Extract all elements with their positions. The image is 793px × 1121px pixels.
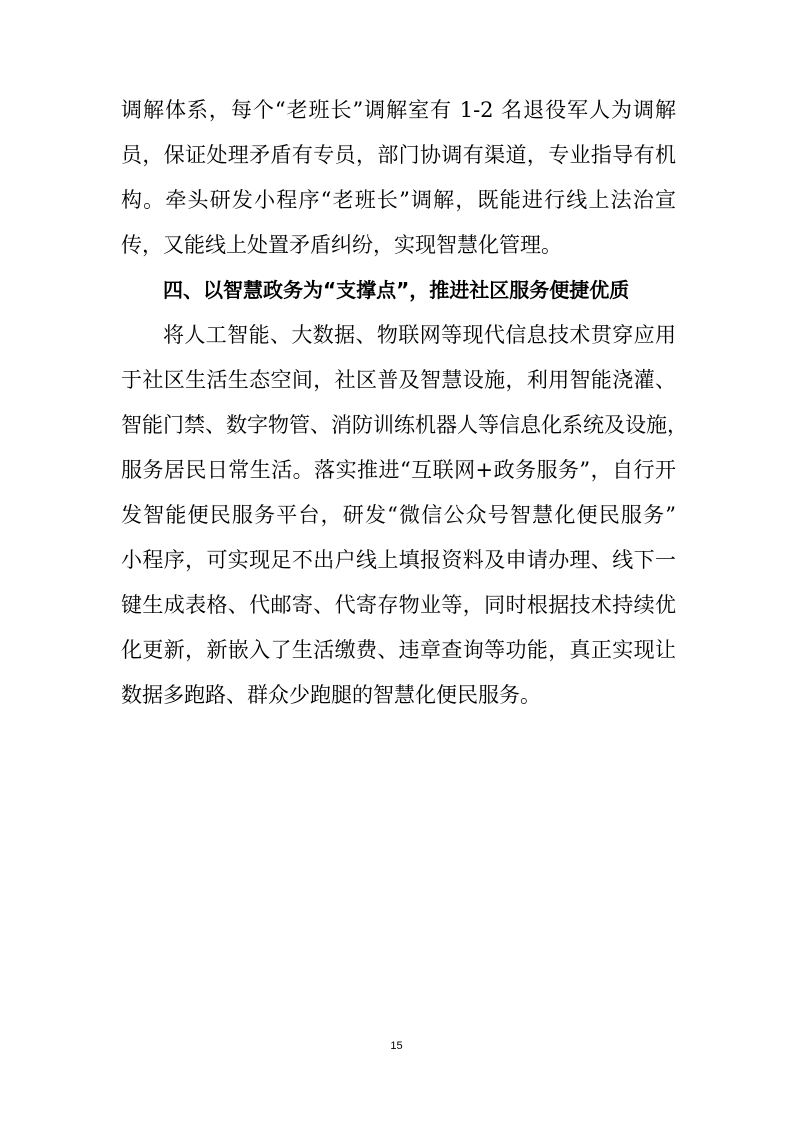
paragraph-smart-services bbox=[121, 313, 688, 718]
section-heading: 四、以智慧政务为“支撑点”，推进社区服务便捷优质 bbox=[163, 278, 630, 302]
paragraph-line: 构。牵头研发小程序“老班长”调解，既能进行线上法治宣 bbox=[121, 188, 676, 212]
paragraph-line: 发智能便民服务平台，研发“微信公众号智慧化便民服务” bbox=[121, 503, 676, 527]
paragraph-line: 调解体系，每个“老班长”调解室有 1-2 名退役军人为调解 bbox=[121, 98, 676, 122]
page-number: 15 bbox=[390, 1040, 403, 1052]
paragraph-continued bbox=[121, 88, 676, 268]
paragraph-line: 将人工智能、大数据、物联网等现代信息技术贯穿应用 bbox=[163, 323, 676, 347]
paragraph-line: 服务居民日常生活。落实推进“互联网+政务服务”，自行开 bbox=[121, 458, 676, 482]
paragraph-line: 于社区生活生态空间，社区普及智慧设施，利用智能浇灌、 bbox=[121, 368, 676, 392]
paragraph-line: 传，又能线上处置矛盾纠纷，实现智慧化管理。 bbox=[121, 233, 562, 257]
paragraph-line: 数据多跑路、群众少跑腿的智慧化便民服务。 bbox=[121, 683, 541, 707]
paragraph-line: 智能门禁、数字物管、消防训练机器人等信息化系统及设施， bbox=[121, 413, 688, 437]
document-body bbox=[121, 88, 688, 718]
paragraph-line: 员，保证处理矛盾有专员，部门协调有渠道，专业指导有机 bbox=[121, 143, 676, 167]
paragraph-line: 小程序，可实现足不出户线上填报资料及申请办理、线下一 bbox=[121, 548, 676, 572]
paragraph-line: 键生成表格、代邮寄、代寄存物业等，同时根据技术持续优 bbox=[121, 593, 676, 617]
paragraph-line: 化更新，新嵌入了生活缴费、违章查询等功能，真正实现让 bbox=[121, 638, 676, 662]
